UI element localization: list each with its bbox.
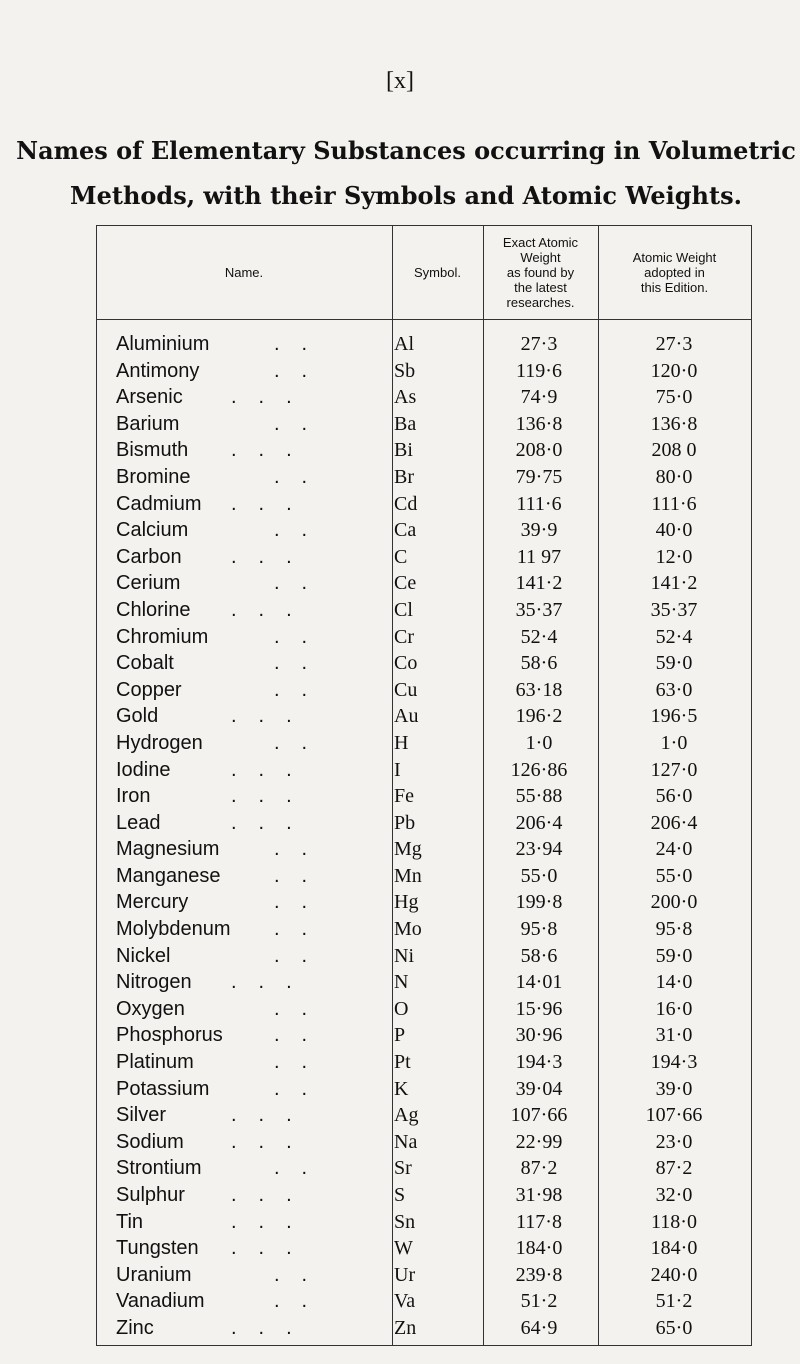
element-name: Mercury <box>116 891 189 914</box>
leader-dots: ... <box>231 971 314 994</box>
adopted-atomic-weight: 118·0 <box>651 1210 697 1233</box>
exact-atomic-weight: 27·3 <box>520 333 558 355</box>
element-name: Nickel <box>116 944 171 967</box>
adopted-atomic-weight: 32·0 <box>655 1184 693 1206</box>
adopted-atomic-weight: 87·2 <box>655 1157 693 1180</box>
element-name: Strontium <box>116 1157 202 1180</box>
adopted-atomic-weight: 107·66 <box>645 1104 703 1127</box>
element-symbol: Na <box>394 1130 418 1153</box>
leader-dots: .. <box>274 918 330 941</box>
adopted-atomic-weight: 16·0 <box>655 997 693 1020</box>
exact-atomic-weight: 39·04 <box>515 1077 563 1100</box>
table-row <box>96 677 752 704</box>
element-symbol: Fe <box>394 785 414 808</box>
element-name: Cadmium <box>116 492 202 515</box>
element-name: Oxygen <box>116 997 185 1020</box>
element-name: Tin <box>116 1210 144 1233</box>
table-row <box>96 1049 752 1076</box>
table-row <box>96 597 752 624</box>
table-row <box>96 757 752 784</box>
exact-atomic-weight: 119·6 <box>516 359 562 382</box>
table-row <box>96 1262 752 1289</box>
table-row <box>96 464 752 491</box>
leader-dots: .. <box>274 519 330 542</box>
element-symbol: Sn <box>394 1210 416 1233</box>
adopted-atomic-weight: 35·37 <box>650 598 698 621</box>
adopted-atomic-weight: 184·0 <box>650 1237 698 1260</box>
adopted-atomic-weight: 1·0 <box>660 731 688 754</box>
element-symbol: Co <box>394 652 418 675</box>
adopted-atomic-weight: 55·0 <box>655 864 693 887</box>
header-adopted-weight: Atomic Weight adopted in this Edition. <box>632 250 717 295</box>
element-name: Cerium <box>116 572 181 595</box>
leader-dots: ... <box>231 386 314 409</box>
adopted-atomic-weight: 194·3 <box>650 1051 698 1074</box>
table-row <box>96 358 752 385</box>
element-symbol: Ur <box>394 1263 416 1286</box>
adopted-atomic-weight: 65·0 <box>655 1316 693 1339</box>
element-name: Hydrogen <box>116 731 203 754</box>
header-name: Name. <box>224 265 264 280</box>
leader-dots: ... <box>231 545 314 568</box>
element-symbol: H <box>394 731 409 754</box>
leader-dots: .. <box>274 731 330 754</box>
element-name: Cobalt <box>116 652 174 675</box>
element-symbol: Cd <box>394 492 418 515</box>
leader-dots: ... <box>231 1237 314 1260</box>
exact-atomic-weight: 51·2 <box>520 1290 558 1313</box>
element-symbol: Pt <box>394 1051 411 1074</box>
table-row <box>96 969 752 996</box>
element-symbol: Au <box>394 705 419 728</box>
adopted-atomic-weight: 80·0 <box>655 465 693 488</box>
element-name: Magnesium <box>116 838 220 861</box>
adopted-atomic-weight: 59·0 <box>655 944 693 967</box>
element-symbol: Ca <box>394 519 417 542</box>
element-symbol: Ba <box>394 412 417 435</box>
leader-dots: .. <box>274 1077 330 1100</box>
leader-dots: .. <box>274 997 330 1020</box>
adopted-atomic-weight: 39·0 <box>655 1077 693 1100</box>
exact-atomic-weight: 63·18 <box>515 678 563 701</box>
leader-dots: .. <box>274 625 330 648</box>
element-name: Silver <box>116 1104 167 1127</box>
table-row <box>96 703 752 730</box>
element-symbol: Al <box>394 333 414 355</box>
exact-atomic-weight: 95·8 <box>520 918 558 941</box>
exact-atomic-weight: 58·6 <box>520 652 558 675</box>
exact-atomic-weight: 22·99 <box>515 1130 563 1153</box>
exact-atomic-weight: 52·4 <box>520 625 558 648</box>
table-row <box>96 1182 752 1209</box>
adopted-atomic-weight: 200·0 <box>650 891 698 914</box>
adopted-atomic-weight: 141·2 <box>650 572 698 595</box>
element-name: Zinc <box>116 1316 154 1339</box>
leader-dots: .. <box>274 678 330 701</box>
leader-dots: .. <box>274 359 330 382</box>
exact-atomic-weight: 126·86 <box>510 758 568 781</box>
element-name: Chromium <box>116 625 209 648</box>
leader-dots: .. <box>274 412 330 435</box>
adopted-atomic-weight: 136·8 <box>650 412 698 435</box>
exact-atomic-weight: 194·3 <box>515 1051 563 1074</box>
table-row <box>96 863 752 890</box>
atomic-weights-table <box>96 225 752 1346</box>
leader-dots: ... <box>231 1316 314 1339</box>
exact-atomic-weight: 87·2 <box>520 1157 558 1180</box>
element-name: Manganese <box>116 864 221 887</box>
element-name: Iron <box>116 785 151 808</box>
table-row <box>96 943 752 970</box>
leader-dots: ... <box>231 785 314 808</box>
element-symbol: Br <box>394 465 414 488</box>
table-row <box>96 916 752 943</box>
element-name: Uranium <box>116 1263 192 1286</box>
leader-dots: .. <box>274 652 330 675</box>
element-symbol: N <box>394 971 409 994</box>
exact-atomic-weight: 39·9 <box>520 519 558 542</box>
adopted-atomic-weight: 51·2 <box>655 1290 693 1313</box>
adopted-atomic-weight: 52·4 <box>655 625 693 648</box>
adopted-atomic-weight: 56·0 <box>655 785 693 808</box>
element-symbol: Ce <box>394 572 417 595</box>
leader-dots: ... <box>231 758 314 781</box>
leader-dots: .. <box>274 864 330 887</box>
adopted-atomic-weight: 240·0 <box>650 1263 698 1286</box>
table-row <box>96 996 752 1023</box>
table-row <box>96 1235 752 1262</box>
exact-atomic-weight: 35·37 <box>515 598 563 621</box>
leader-dots: .. <box>274 333 330 355</box>
exact-atomic-weight: 30·96 <box>515 1024 563 1047</box>
element-symbol: As <box>394 386 417 409</box>
leader-dots: .. <box>274 1051 330 1074</box>
element-symbol: Hg <box>394 891 419 914</box>
exact-atomic-weight: 23·94 <box>515 838 563 861</box>
element-name: Iodine <box>116 758 171 781</box>
element-name: Sodium <box>116 1130 184 1153</box>
exact-atomic-weight: 1·0 <box>525 731 553 754</box>
adopted-atomic-weight: 95·8 <box>655 918 693 941</box>
table-row <box>96 650 752 677</box>
table-row <box>96 1022 752 1049</box>
table-row <box>96 517 752 544</box>
element-symbol: Bi <box>394 439 413 462</box>
exact-atomic-weight: 208·0 <box>515 439 563 462</box>
table-row <box>96 624 752 651</box>
leader-dots: .. <box>274 944 330 967</box>
exact-atomic-weight: 55·88 <box>515 785 563 808</box>
adopted-atomic-weight: 120·0 <box>650 359 698 382</box>
exact-atomic-weight: 79·75 <box>515 465 563 488</box>
page-title <box>0 128 800 218</box>
element-symbol: Pb <box>394 811 416 834</box>
leader-dots: .. <box>274 1024 330 1047</box>
exact-atomic-weight: 117·8 <box>516 1210 562 1233</box>
table-row <box>96 783 752 810</box>
table-row <box>96 491 752 518</box>
table-body <box>96 331 752 1342</box>
table-row <box>96 1076 752 1103</box>
adopted-atomic-weight: 14·0 <box>655 971 693 994</box>
title-line-2: Methods, with their Symbols and Atomic Weights. <box>70 181 742 210</box>
exact-atomic-weight: 111·6 <box>516 492 562 515</box>
element-symbol: Zn <box>394 1316 417 1339</box>
table-row <box>96 1315 752 1342</box>
adopted-atomic-weight: 40·0 <box>655 519 693 542</box>
exact-atomic-weight: 15·96 <box>515 997 563 1020</box>
element-symbol: Va <box>394 1290 416 1313</box>
table-row <box>96 836 752 863</box>
table-row <box>96 437 752 464</box>
adopted-atomic-weight: 63·0 <box>655 678 693 701</box>
adopted-atomic-weight: 59·0 <box>655 652 693 675</box>
element-name: Aluminium <box>116 333 210 355</box>
exact-atomic-weight: 206·4 <box>515 811 563 834</box>
table-row <box>96 889 752 916</box>
table-row <box>96 1155 752 1182</box>
adopted-atomic-weight: 23·0 <box>655 1130 693 1153</box>
adopted-atomic-weight: 111·6 <box>651 492 697 515</box>
element-symbol: Cr <box>394 625 414 648</box>
leader-dots: .. <box>274 572 330 595</box>
adopted-atomic-weight: 196·5 <box>650 705 698 728</box>
element-symbol: Ni <box>394 944 414 967</box>
leader-dots: ... <box>231 492 314 515</box>
element-name: Phosphorus <box>116 1024 223 1047</box>
exact-atomic-weight: 141·2 <box>515 572 563 595</box>
leader-dots: .. <box>274 465 330 488</box>
element-name: Antimony <box>116 359 200 382</box>
leader-dots: .. <box>274 1157 330 1180</box>
exact-atomic-weight: 199·8 <box>515 891 563 914</box>
element-symbol: W <box>394 1237 413 1260</box>
element-symbol: Mn <box>394 864 422 887</box>
leader-dots: ... <box>231 1130 314 1153</box>
element-name: Platinum <box>116 1051 194 1074</box>
table-row <box>96 384 752 411</box>
element-symbol: Mo <box>394 918 422 941</box>
adopted-atomic-weight: 31·0 <box>655 1024 693 1047</box>
element-name: Molybdenum <box>116 918 231 941</box>
element-name: Bromine <box>116 465 191 488</box>
exact-atomic-weight: 31·98 <box>515 1184 563 1206</box>
exact-atomic-weight: 107·66 <box>510 1104 568 1127</box>
element-symbol: C <box>394 545 408 568</box>
table-row <box>96 1102 752 1129</box>
leader-dots: .. <box>274 838 330 861</box>
element-symbol: Sb <box>394 359 416 382</box>
element-name: Potassium <box>116 1077 210 1100</box>
table-row <box>96 331 752 358</box>
element-name: Barium <box>116 412 180 435</box>
exact-atomic-weight: 64·9 <box>520 1316 558 1339</box>
element-symbol: Cl <box>394 598 413 621</box>
leader-dots: ... <box>231 811 314 834</box>
leader-dots: ... <box>231 1104 314 1127</box>
exact-atomic-weight: 58·6 <box>520 944 558 967</box>
exact-atomic-weight: 11 97 <box>516 545 562 568</box>
element-name: Sulphur <box>116 1184 185 1206</box>
element-name: Tungsten <box>116 1237 199 1260</box>
exact-atomic-weight: 136·8 <box>515 412 563 435</box>
element-name: Copper <box>116 678 182 701</box>
header-rule <box>96 319 752 320</box>
table-row <box>96 570 752 597</box>
exact-atomic-weight: 14·01 <box>515 971 563 994</box>
element-name: Calcium <box>116 519 189 542</box>
element-name: Nitrogen <box>116 971 192 994</box>
element-name: Arsenic <box>116 386 183 409</box>
leader-dots: ... <box>231 1210 314 1233</box>
element-symbol: Cu <box>394 678 418 701</box>
leader-dots: .. <box>274 1263 330 1286</box>
element-name: Lead <box>116 811 161 834</box>
element-name: Bismuth <box>116 439 189 462</box>
exact-atomic-weight: 55·0 <box>520 864 558 887</box>
table-row <box>96 544 752 571</box>
table-row <box>96 1288 752 1315</box>
element-symbol: S <box>394 1184 406 1206</box>
table-row <box>96 1129 752 1156</box>
adopted-atomic-weight: 12·0 <box>655 545 693 568</box>
element-symbol: I <box>394 758 401 781</box>
adopted-atomic-weight: 208 0 <box>651 439 697 462</box>
adopted-atomic-weight: 127·0 <box>650 758 698 781</box>
element-symbol: Sr <box>394 1157 412 1180</box>
adopted-atomic-weight: 75·0 <box>655 386 693 409</box>
leader-dots: ... <box>231 705 314 728</box>
element-name: Gold <box>116 705 159 728</box>
exact-atomic-weight: 74·9 <box>520 386 558 409</box>
element-name: Carbon <box>116 545 182 568</box>
table-row <box>96 411 752 438</box>
page-number: [x] <box>386 68 414 94</box>
exact-atomic-weight: 196·2 <box>515 705 563 728</box>
element-name: Chlorine <box>116 598 191 621</box>
leader-dots: ... <box>231 1184 314 1206</box>
leader-dots: .. <box>274 1290 330 1313</box>
leader-dots: ... <box>231 439 314 462</box>
element-symbol: Ag <box>394 1104 419 1127</box>
title-line-1: Names of Elementary Substances occurring in Volumetric <box>16 136 796 165</box>
leader-dots: ... <box>231 598 314 621</box>
element-symbol: P <box>394 1024 406 1047</box>
element-name: Vanadium <box>116 1290 205 1313</box>
element-symbol: K <box>394 1077 409 1100</box>
table-row <box>96 730 752 757</box>
adopted-atomic-weight: 27·3 <box>655 333 693 355</box>
table-row <box>96 1209 752 1236</box>
table-row <box>96 810 752 837</box>
header-exact-weight: Exact Atomic Weight as found by the latest researches. <box>502 235 579 310</box>
leader-dots: .. <box>274 891 330 914</box>
adopted-atomic-weight: 206·4 <box>650 811 698 834</box>
element-symbol: Mg <box>394 838 422 861</box>
exact-atomic-weight: 184·0 <box>515 1237 563 1260</box>
exact-atomic-weight: 239·8 <box>515 1263 563 1286</box>
element-symbol: O <box>394 997 409 1020</box>
header-symbol: Symbol. <box>414 265 461 280</box>
adopted-atomic-weight: 24·0 <box>655 838 693 861</box>
